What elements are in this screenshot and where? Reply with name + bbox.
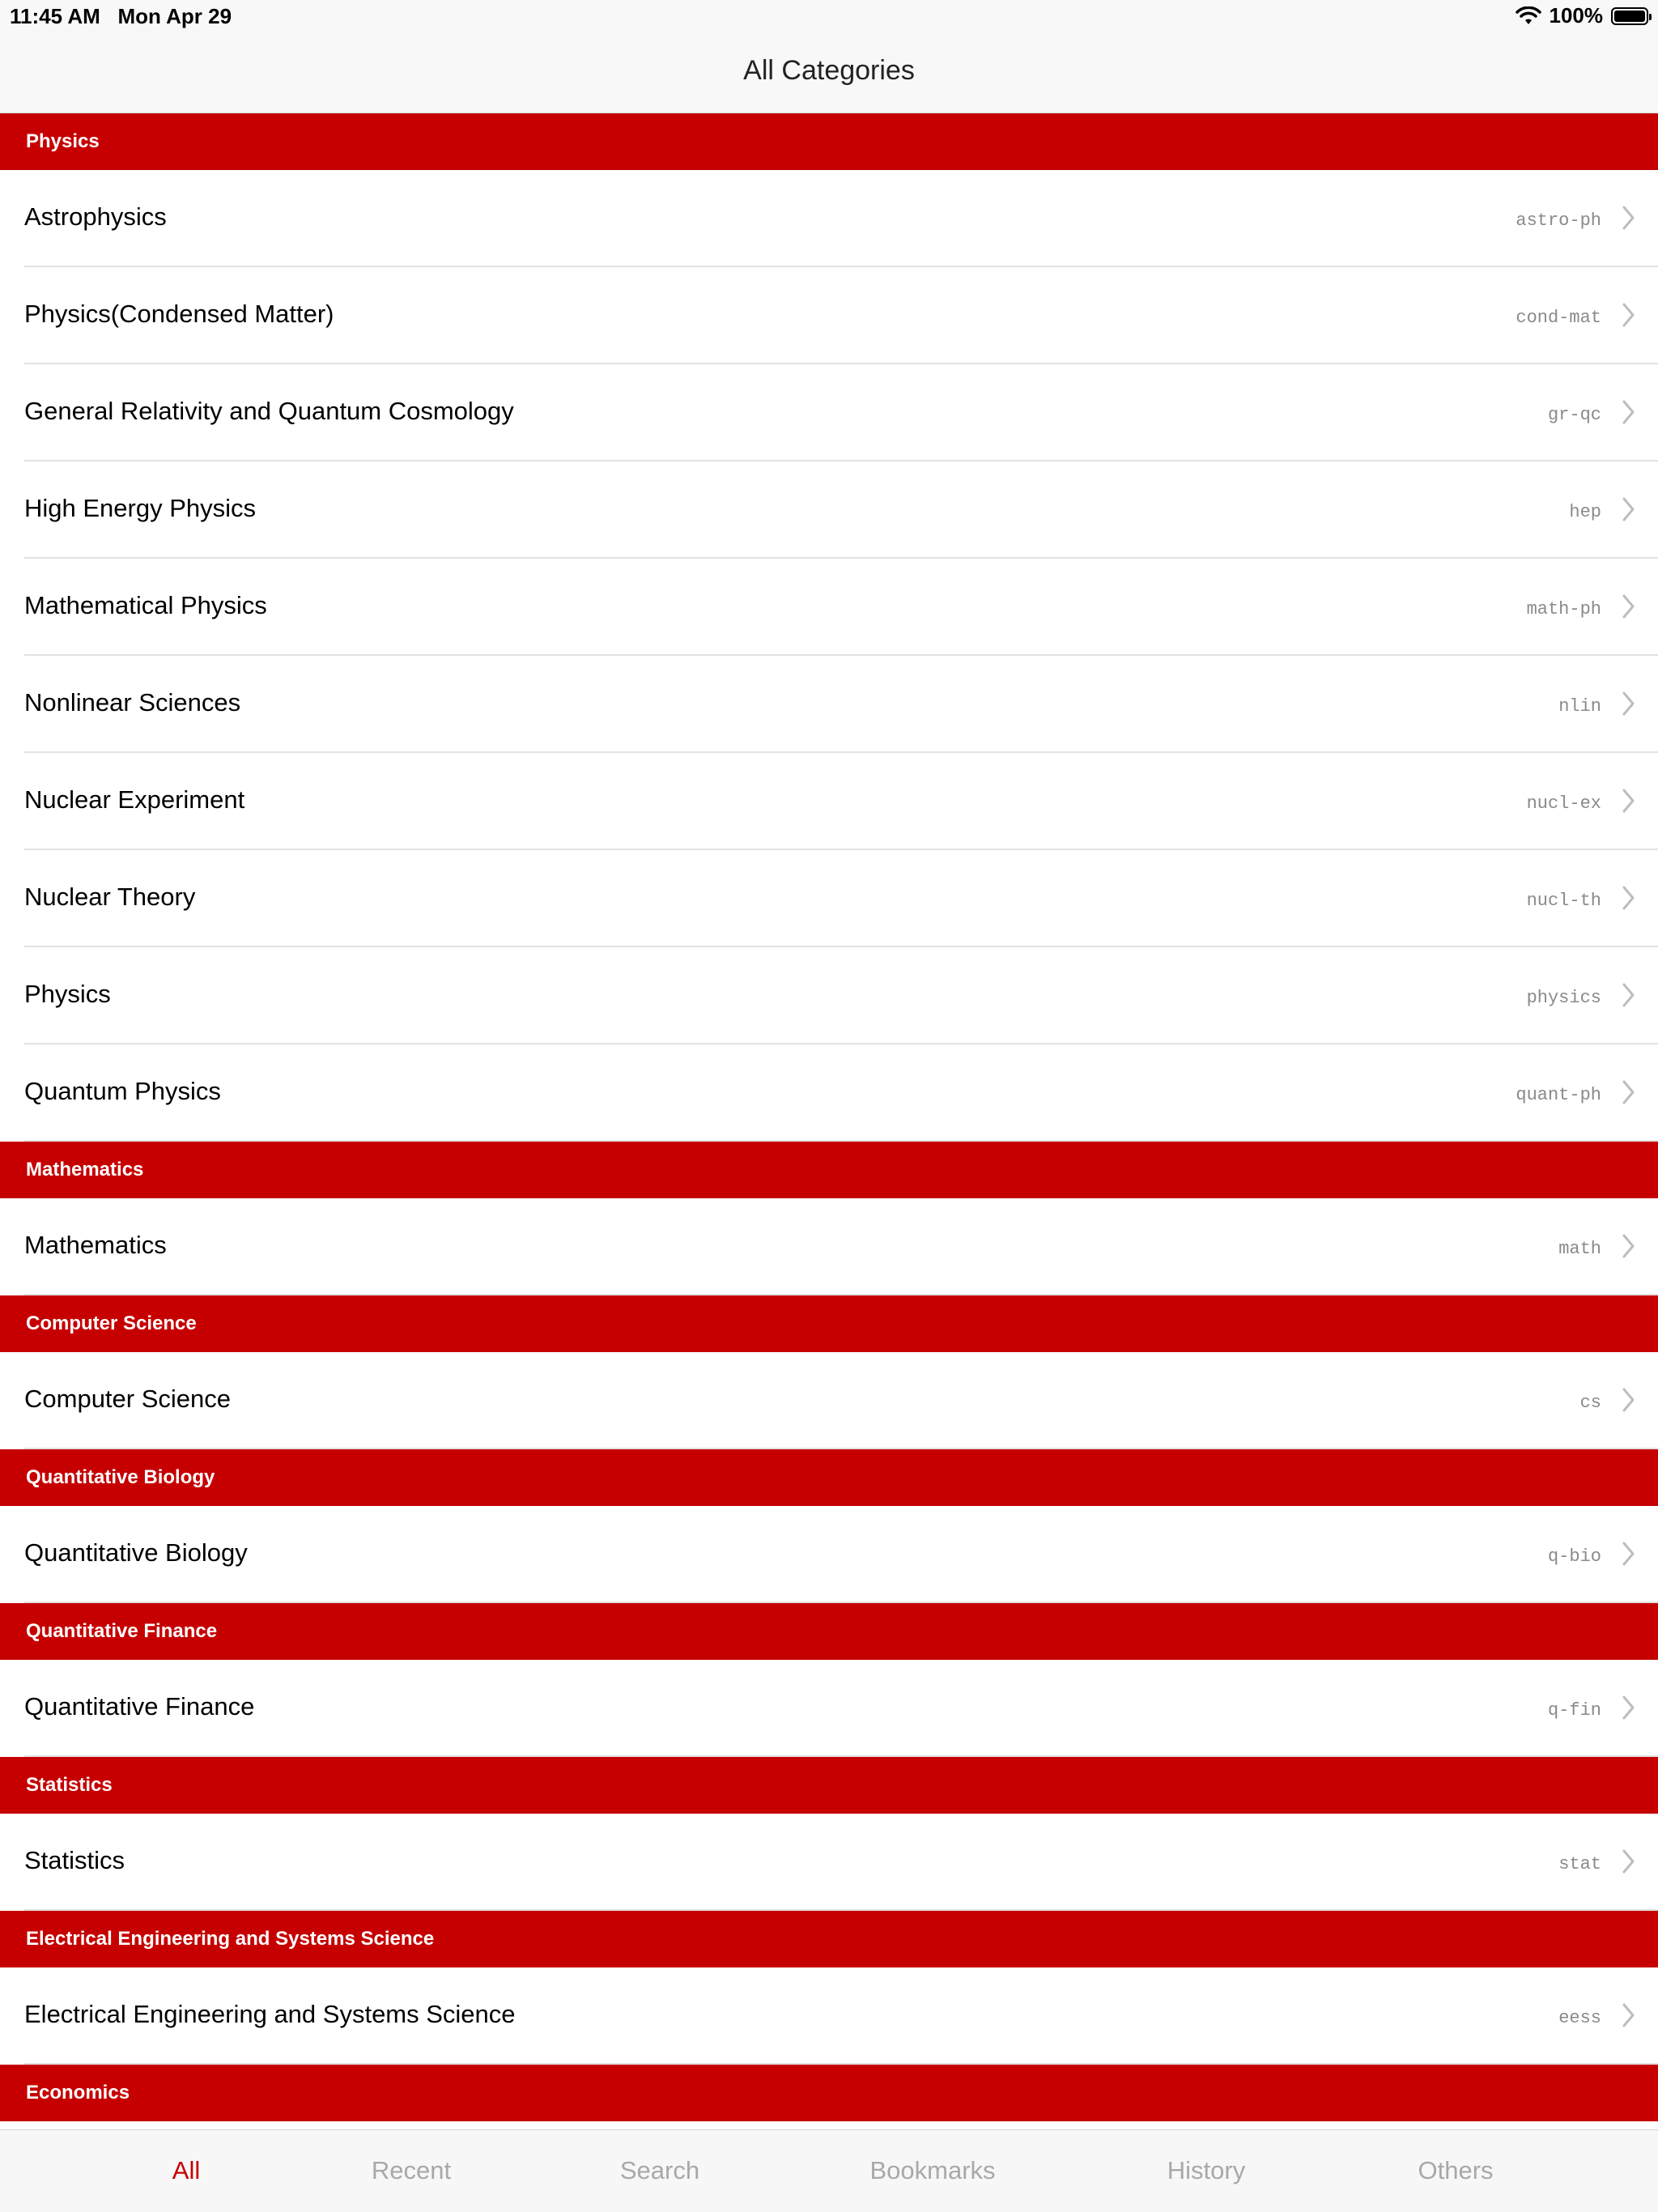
tab-all[interactable]: All	[172, 2156, 201, 2184]
row-divider	[24, 1909, 1658, 1911]
chevron-right-icon	[1622, 1849, 1635, 1874]
chevron-right-icon	[1622, 400, 1635, 424]
row-divider	[24, 1755, 1658, 1757]
category-code: q-fin	[1547, 1700, 1601, 1721]
chevron-right-icon	[1622, 789, 1635, 813]
row-divider	[24, 1448, 1658, 1449]
chevron-right-icon	[1622, 303, 1635, 327]
category-row[interactable]	[0, 1044, 1658, 1142]
chevron-right-icon	[1622, 2003, 1635, 2027]
section-header: Statistics	[0, 1757, 1658, 1814]
category-label: Mathematics	[24, 1231, 167, 1259]
chevron-right-icon	[1622, 886, 1635, 910]
category-label: Nonlinear Sciences	[24, 688, 241, 717]
category-code: nucl-th	[1526, 891, 1601, 911]
section-header: Electrical Engineering and Systems Science	[0, 1911, 1658, 1967]
category-label: High Energy Physics	[24, 494, 257, 522]
tab-bar	[0, 2129, 1658, 2212]
category-label: Nuclear Experiment	[24, 785, 245, 814]
category-row[interactable]	[0, 170, 1658, 267]
status-time-date	[10, 4, 232, 29]
tab-bookmarks[interactable]: Bookmarks	[869, 2156, 996, 2184]
category-row[interactable]	[0, 1967, 1658, 2065]
category-code: eess	[1558, 2008, 1601, 2028]
category-row[interactable]	[0, 1814, 1658, 1911]
category-code: math	[1558, 1239, 1601, 1259]
status-date: Mon Apr 29	[117, 4, 232, 28]
page-title: All Categories	[743, 55, 915, 86]
category-label: Electrical Engineering and Systems Science	[24, 2000, 516, 2028]
status-time: 11:45 AM	[10, 4, 100, 28]
category-row[interactable]	[0, 1198, 1658, 1295]
category-label: Nuclear Theory	[24, 883, 196, 911]
category-row[interactable]	[0, 462, 1658, 559]
category-label: General Relativity and Quantum Cosmology	[24, 397, 514, 425]
chevron-right-icon	[1622, 983, 1635, 1007]
category-label: Quantitative Finance	[24, 1692, 255, 1721]
category-code: physics	[1526, 988, 1601, 1008]
category-label: Computer Science	[24, 1385, 232, 1413]
row-divider	[24, 2063, 1658, 2065]
category-code: hep	[1569, 502, 1601, 522]
category-label: Physics	[24, 980, 111, 1008]
category-row[interactable]	[0, 559, 1658, 656]
category-row[interactable]	[0, 656, 1658, 753]
battery-percent: 100%	[1549, 3, 1603, 28]
tab-history[interactable]: History	[1167, 2156, 1246, 2184]
navigation-bar	[0, 32, 1658, 113]
category-code: nlin	[1558, 696, 1601, 717]
category-code: astro-ph	[1516, 211, 1601, 231]
category-code: q-bio	[1547, 1546, 1601, 1567]
category-row[interactable]	[0, 1660, 1658, 1757]
tab-recent[interactable]: Recent	[371, 2156, 452, 2184]
chevron-right-icon	[1622, 1695, 1635, 1720]
category-code: quant-ph	[1516, 1085, 1601, 1105]
tab-search[interactable]: Search	[619, 2156, 700, 2184]
category-label: Statistics	[24, 1846, 125, 1874]
chevron-right-icon	[1622, 1234, 1635, 1258]
chevron-right-icon	[1622, 1080, 1635, 1104]
category-code: gr-qc	[1547, 405, 1601, 425]
status-bar	[0, 0, 1658, 32]
category-code: cond-mat	[1516, 308, 1601, 328]
row-divider	[24, 1602, 1658, 1603]
chevron-right-icon	[1622, 594, 1635, 619]
category-label: Mathematical Physics	[24, 591, 267, 619]
category-code: stat	[1558, 1854, 1601, 1874]
section-header: Quantitative Finance	[0, 1603, 1658, 1660]
category-list[interactable]	[0, 113, 1658, 2121]
section-header: Physics	[0, 113, 1658, 170]
category-row[interactable]	[0, 947, 1658, 1044]
category-row[interactable]	[0, 364, 1658, 462]
chevron-right-icon	[1622, 206, 1635, 230]
section-header: Economics	[0, 2065, 1658, 2121]
category-code: math-ph	[1526, 599, 1601, 619]
category-row[interactable]	[0, 267, 1658, 364]
chevron-right-icon	[1622, 1388, 1635, 1412]
row-divider	[24, 1294, 1658, 1295]
category-row[interactable]	[0, 1352, 1658, 1449]
row-divider	[24, 1140, 1658, 1142]
category-row[interactable]	[0, 1506, 1658, 1603]
chevron-right-icon	[1622, 691, 1635, 716]
section-header: Computer Science	[0, 1295, 1658, 1352]
status-right	[1516, 3, 1649, 28]
wifi-icon	[1516, 6, 1541, 26]
category-row[interactable]	[0, 850, 1658, 947]
category-code: nucl-ex	[1526, 793, 1601, 814]
category-label: Physics(Condensed Matter)	[24, 300, 334, 328]
tab-others[interactable]: Others	[1418, 2156, 1494, 2184]
category-row[interactable]	[0, 753, 1658, 850]
category-label: Quantitative Biology	[24, 1538, 248, 1567]
section-header: Mathematics	[0, 1142, 1658, 1198]
category-code: cs	[1579, 1393, 1601, 1413]
category-label: Quantum Physics	[24, 1077, 221, 1105]
chevron-right-icon	[1622, 497, 1635, 521]
chevron-right-icon	[1622, 1542, 1635, 1566]
battery-icon	[1611, 7, 1648, 25]
section-header: Quantitative Biology	[0, 1449, 1658, 1506]
category-label: Astrophysics	[24, 202, 167, 231]
